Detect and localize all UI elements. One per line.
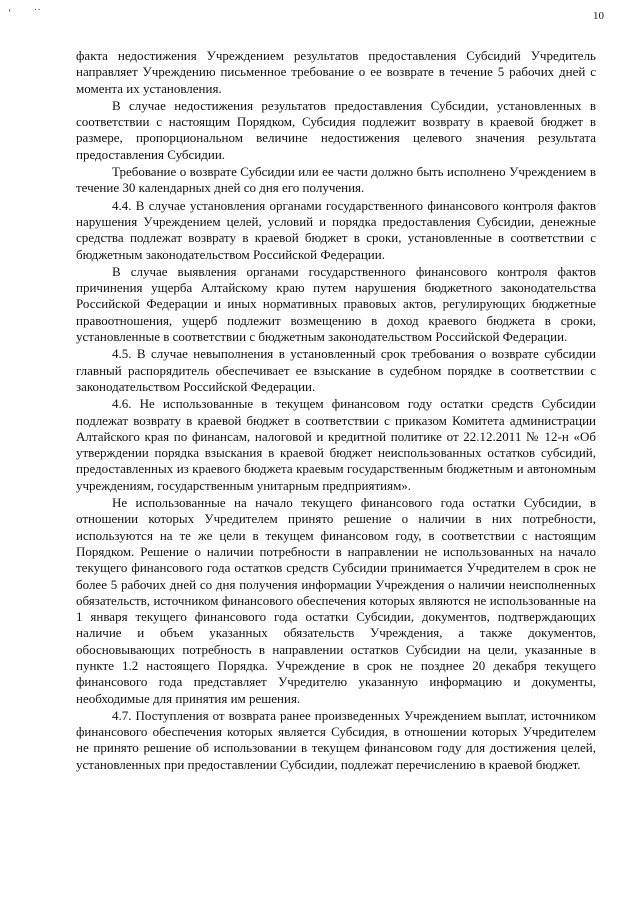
paragraph: В случае недостижения результатов предоставления Субсидии, установленных в соответствии с настоящим Порядком, Субсидия подлежит возврату в краевой бюджет в размере, пропорциональном величине недостижения целевого значения результата предоставления Субсидии. bbox=[76, 97, 596, 162]
paragraph: В случае выявления органами государственного финансового контроля фактов причинения ущерба Алтайскому краю путем нарушения бюджетного законодательства Российской Федерации и иных нормативных правовых актов, регулирующих бюджетные правоотношения, ущерб подлежит возмещению в доход краевого бюджета в сроки, установленные в соответствии с бюджетным законодательством Российской Федерации. bbox=[76, 263, 596, 345]
paragraph-clause-4-7: 4.7. Поступления от возврата ранее произведенных Учреждением выплат, источником финансового обеспечения которых является Субсидия, в отношении которых Учредителем не принято решение об использовании в текущем финансовом году для достижения целей, установленных при предоставлении Субсидии, подлежат перечислению в краевой бюджет. bbox=[76, 707, 596, 772]
paragraph-clause-4-5: 4.5. В случае невыполнения в установленный срок требования о возврате субсидии главный распорядитель обеспечивает ее взыскание в судебном порядке в соответствии с законодательством Российской Федерации. bbox=[76, 346, 596, 394]
paragraph: Требование о возврате Субсидии или ее части должно быть исполнено Учреждением в течение 30 календарных дней со дня его получения. bbox=[76, 164, 596, 196]
paragraph-continuation: факта недостижения Учреждением результатов предоставления Субсидий Учредитель направляет Учреждению письменное требование о ее возврате в течение 5 рабочих дней с момента их установления. bbox=[76, 48, 596, 96]
scan-mark-right: ˙˙ bbox=[34, 8, 41, 19]
page-number: 10 bbox=[593, 10, 604, 22]
paragraph: Не использованные на начало текущего финансового года остатки Субсидии, в отношении которых Учредителем принято решение о наличии в них потребности, используются на те же цели в текущем финансовом году, в соответствии с настоящим Порядком. Решение о наличии потребности в направлении не использованных на начало текущего финансового года остатков средств Субсидии принимается Учредителем в срок не более 5 рабочих дней со дня получения информации Учреждения о наличии неисполненных обязательств, источником финансового обеспечения которых являются не использованные на 1 января текущего финансового года остатки Субсидии, документов, подтверждающих наличие и объем указанных обязательств Учреждения, а также документов, обосновывающих потребность в направлении остатков Субсидии на цели, указанные в пункте 1.2 настоящего Порядка. Учреждение в срок не позднее 20 декабря текущего финансового года представляет Учредителю указанную информацию и документы, необходимые для принятия им решения. bbox=[76, 495, 596, 706]
scan-mark-left: ʻ bbox=[8, 8, 12, 19]
paragraph-clause-4-4: 4.4. В случае установления органами государственного финансового контроля фактов нарушения Учреждением целей, условий и порядка предоставления Субсидии, денежные средства подлежат возврату в краевой бюджет в сроки, установленные в соответствии с бюджетным законодательством Российской Федерации. bbox=[76, 197, 596, 262]
document-body bbox=[76, 48, 596, 774]
paragraph-clause-4-6: 4.6. Не использованные в текущем финансовом году остатки средств Субсидии подлежат возврату в краевой бюджет в соответствии с приказом Комитета администрации Алтайского края по финансам, налоговой и кредитной политике от 22.12.2011 № 12-н «Об утверждении порядка взыскания в краевой бюджет неиспользованных остатков субсидий, предоставленных из краевого бюджета краевым государственным бюджетным и автономным учреждениям, государственным унитарным предприятиям». bbox=[76, 396, 596, 493]
